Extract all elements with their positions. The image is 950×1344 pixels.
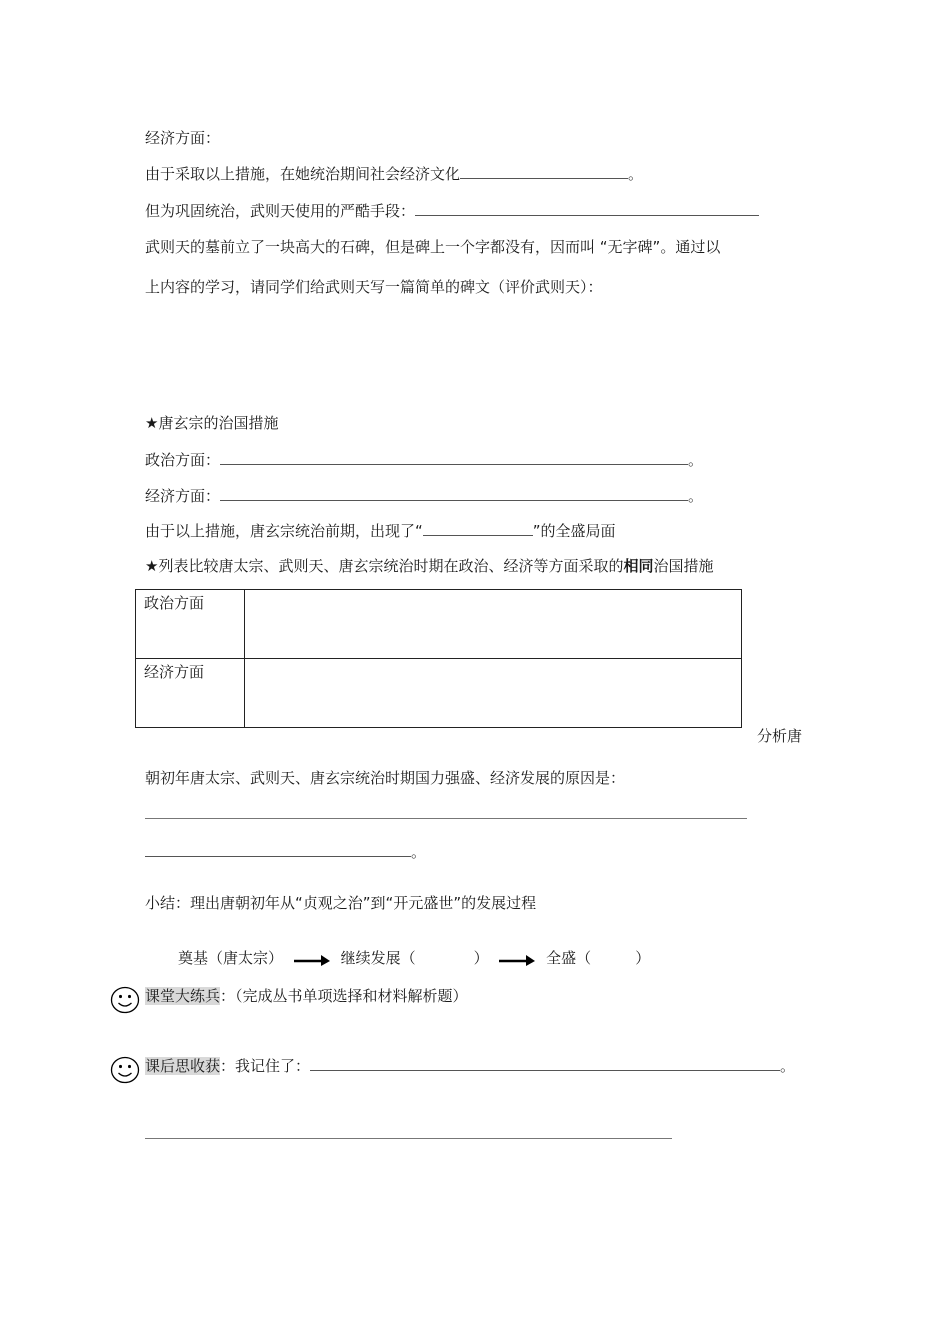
wu-result-text: 由于采取以上措施，在她统治期间社会经济文化	[145, 165, 461, 183]
table-row-economy	[136, 659, 742, 728]
reflect-label: 课后思收获	[145, 1057, 221, 1075]
arrow-right-icon	[294, 952, 330, 966]
xuanzong-economy-label: 经济方面：	[145, 487, 221, 505]
reflect-line	[145, 1056, 795, 1076]
reflect-blank[interactable]	[310, 1056, 780, 1071]
xuanzong-result-blank[interactable]	[423, 521, 533, 536]
practice-label: 课堂大练兵	[145, 987, 221, 1005]
table-cell-politics[interactable]	[245, 590, 742, 659]
compare-suffix: 治国措施	[653, 557, 714, 575]
stele-line-1: 武则天的墓前立了一块高大的石碑，但是碑上一个字都没有，因而叫 “无字碑”。通过以	[145, 238, 721, 256]
analysis-tail: 分析唐	[757, 727, 803, 745]
flow-step-2: 继续发展（	[340, 949, 416, 967]
xuanzong-heading: ★唐玄宗的治国措施	[145, 414, 279, 432]
wu-result-line	[145, 164, 643, 184]
xuanzong-result-line	[145, 521, 616, 541]
comparison-table	[135, 589, 742, 728]
wu-result-blank[interactable]	[460, 164, 628, 179]
flow-line	[178, 948, 650, 968]
xuanzong-politics-blank[interactable]	[220, 450, 688, 465]
arrow-right-icon	[499, 952, 535, 966]
xuanzong-result-prefix: 由于以上措施，唐玄宗统治前期，出现了“	[145, 522, 423, 540]
wu-harsh-text: 但为巩固统治，武则天使用的严酷手段：	[145, 202, 416, 220]
analysis-blank-2-line	[145, 842, 426, 862]
analysis-blank-2[interactable]	[145, 842, 411, 857]
xuanzong-result-suffix: ”的全盛局面	[532, 522, 616, 540]
table-row-politics	[136, 590, 742, 659]
smiley-face-icon	[110, 1056, 140, 1084]
table-label-economy: 经济方面	[136, 659, 245, 728]
wu-harsh-blank[interactable]	[415, 201, 759, 216]
stele-line-2: 上内容的学习，请同学们给武则天写一篇简单的碑文（评价武则天）：	[145, 278, 603, 296]
xuanzong-economy-line	[145, 486, 703, 506]
compare-heading	[145, 556, 713, 576]
table-cell-economy[interactable]	[245, 659, 742, 728]
analysis-blank-1[interactable]	[145, 818, 747, 819]
practice-rest: ：（完成丛书单项选择和材料解析题）	[220, 987, 468, 1005]
flow-step-3: 全盛（	[546, 949, 592, 967]
flow-step-2-close: ）	[473, 949, 489, 967]
flow-step-3-close: ）	[635, 949, 651, 967]
compare-prefix: ★列表比较唐太宗、武则天、唐玄宗统治时期在政治、经济等方面采取的	[145, 557, 624, 575]
smiley-face-icon	[110, 986, 140, 1014]
period-4: 。	[780, 1057, 796, 1075]
xuanzong-politics-label: 政治方面：	[145, 451, 221, 469]
table-label-politics: 政治方面	[136, 590, 245, 659]
summary-line: 小结：理出唐朝初年从“贞观之治”到“开元盛世”的发展过程	[145, 894, 537, 912]
xuanzong-politics-line	[145, 450, 703, 470]
period-2: 。	[688, 487, 704, 505]
wu-harsh-line	[145, 201, 759, 221]
xuanzong-economy-blank[interactable]	[220, 486, 688, 501]
flow-step-1: 奠基（唐太宗）	[178, 949, 284, 967]
reflect-blank-2[interactable]	[145, 1138, 672, 1139]
economy-heading: 经济方面：	[145, 129, 221, 147]
reflect-rest: ：我记住了：	[220, 1057, 311, 1075]
period-1: 。	[688, 451, 704, 469]
analysis-line: 朝初年唐太宗、武则天、唐玄宗统治时期国力强盛、经济发展的原因是：	[145, 769, 626, 787]
practice-line	[145, 986, 468, 1006]
period-3: 。	[411, 843, 427, 861]
wu-result-period: 。	[628, 165, 644, 183]
compare-bold: 相同	[623, 557, 654, 575]
